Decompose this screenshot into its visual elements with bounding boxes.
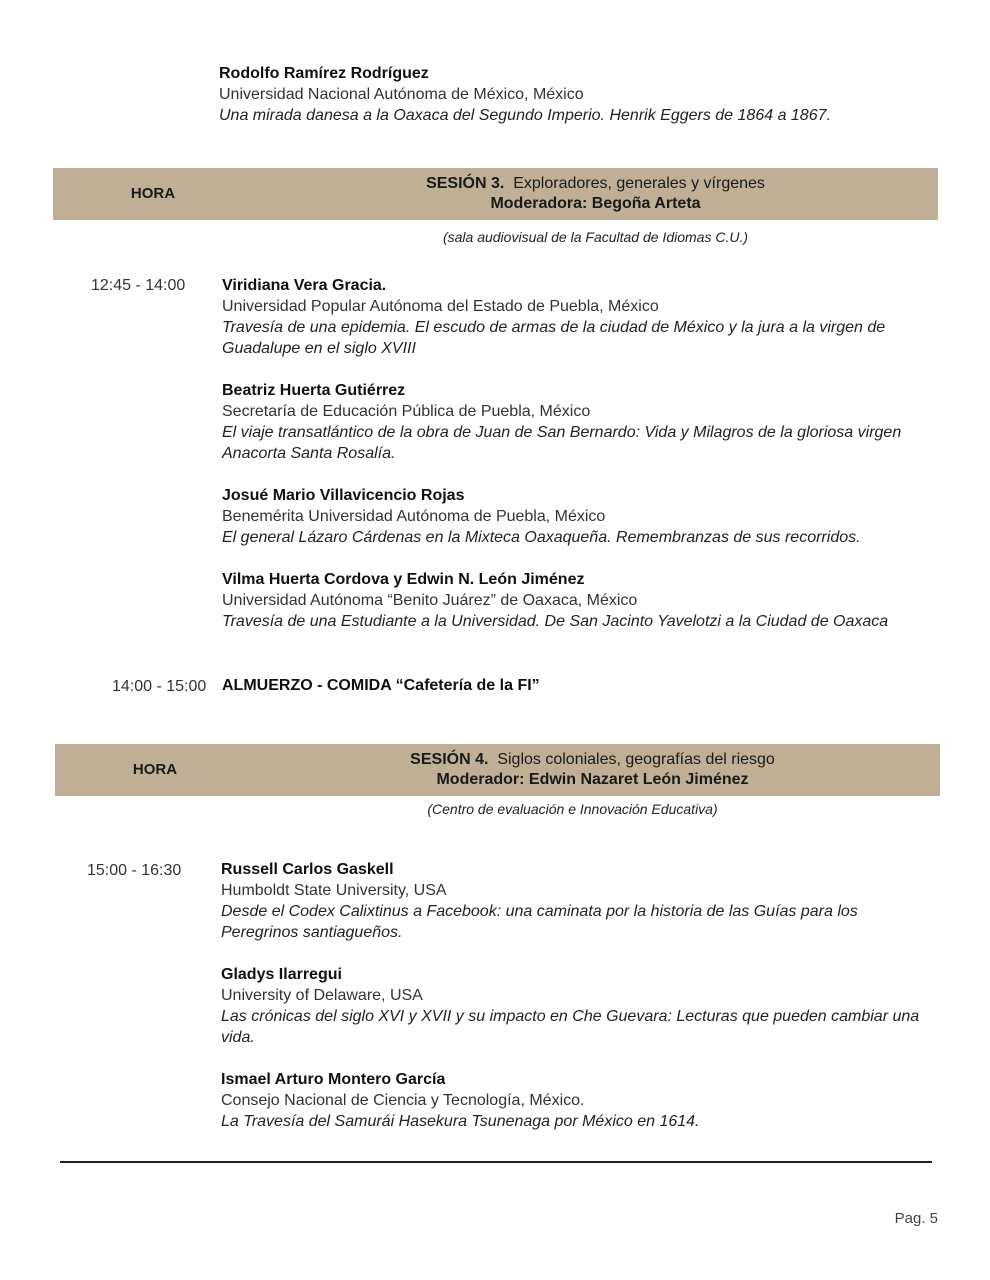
- speaker-name: Ismael Arturo Montero García: [221, 1071, 446, 1088]
- speaker-institution: Consejo Nacional de Ciencia y Tecnología, México.: [221, 1092, 585, 1109]
- speaker-name: Josué Mario Villavicencio Rojas: [222, 487, 465, 504]
- talk-title: Una mirada danesa a la Oaxaca del Segundo Imperio. Henrik Eggers de 1864 a 1867.: [219, 107, 831, 124]
- session-3-entry: [222, 485, 934, 548]
- speaker-name: Rodolfo Ramírez Rodríguez: [219, 65, 429, 82]
- speaker-institution: Humboldt State University, USA: [221, 882, 447, 899]
- lunch-time: 14:00 - 15:00: [112, 678, 207, 695]
- session-3-time: 12:45 - 14:00: [91, 277, 186, 294]
- session-4-header: [55, 744, 940, 796]
- hora-label: HORA: [132, 761, 178, 778]
- speaker-name: Beatriz Huerta Gutiérrez: [222, 382, 406, 399]
- talk-title: Travesía de una epidemia. El escudo de armas de la ciudad de México y la jura a la virgen de Guadalupe en el siglo XVIII: [222, 319, 886, 357]
- top-entry: [219, 63, 939, 126]
- session-3-entry: [222, 275, 934, 359]
- session-moderator: Moderadora: Begoña Arteta: [490, 195, 701, 212]
- session-3-entry: [222, 569, 934, 632]
- talk-title: Desde el Codex Calixtinus a Facebook: una caminata por la historia de las Guías para los Peregrinos santiagueños.: [221, 903, 858, 941]
- session-title: Siglos coloniales, geografías del riesgo: [497, 751, 775, 768]
- session-3-header: [53, 168, 938, 220]
- session-3-heading: [253, 174, 938, 214]
- session-label: SESIÓN 4.: [410, 751, 489, 768]
- lunch-label: ALMUERZO - COMIDA “Cafetería de la FI”: [222, 677, 540, 694]
- speaker-institution: University of Delaware, USA: [221, 987, 423, 1004]
- session-4-entry: [221, 859, 933, 943]
- speaker-institution: Secretaría de Educación Pública de Puebla, México: [222, 403, 591, 420]
- speaker-institution: Universidad Nacional Autónoma de México, México: [219, 86, 584, 103]
- talk-title: El viaje transatlántico de la obra de Juan de San Bernardo: Vida y Milagros de la gloriosa virgen Anacorta Santa Rosalía.: [222, 424, 902, 462]
- speaker-name: Russell Carlos Gaskell: [221, 861, 394, 878]
- talk-title: La Travesía del Samurái Hasekura Tsunenaga por México en 1614.: [221, 1113, 700, 1130]
- session-title: Exploradores, generales y vírgenes: [513, 175, 765, 192]
- speaker-name: Gladys Ilarregui: [221, 966, 342, 983]
- talk-title: Las crónicas del siglo XVI y XVII y su impacto en Che Guevara: Lecturas que pueden cambiar una vida.: [221, 1008, 920, 1046]
- page-number: Pag. 5: [894, 1210, 938, 1227]
- session-4-entry: [221, 1069, 933, 1132]
- talk-title: El general Lázaro Cárdenas en la Mixteca Oaxaqueña. Remembranzas de sus recorridos.: [222, 529, 861, 546]
- footer-divider: [60, 1161, 932, 1163]
- session-4-heading: [245, 750, 940, 790]
- speaker-institution: Universidad Autónoma “Benito Juárez” de Oaxaca, México: [222, 592, 638, 609]
- speaker-name: Vilma Huerta Cordova y Edwin N. León Jiménez: [222, 571, 585, 588]
- session-3-venue: (sala audiovisual de la Facultad de Idiomas C.U.): [442, 229, 749, 245]
- hora-label: HORA: [130, 185, 176, 202]
- speaker-institution: Benemérita Universidad Autónoma de Puebla, México: [222, 508, 606, 525]
- speaker-institution: Universidad Popular Autónoma del Estado de Puebla, México: [222, 298, 659, 315]
- session-4-venue: (Centro de evaluación e Innovación Educativa): [427, 801, 718, 817]
- talk-title: Travesía de una Estudiante a la Universidad. De San Jacinto Yavelotzi a la Ciudad de Oaxaca: [222, 613, 889, 630]
- speaker-name: Viridiana Vera Gracia.: [222, 277, 387, 294]
- session-3-entry: [222, 380, 934, 464]
- session-4-entry: [221, 964, 933, 1048]
- session-4-time: 15:00 - 16:30: [87, 862, 182, 879]
- session-label: SESIÓN 3.: [426, 175, 505, 192]
- session-moderator: Moderador: Edwin Nazaret León Jiménez: [436, 771, 749, 788]
